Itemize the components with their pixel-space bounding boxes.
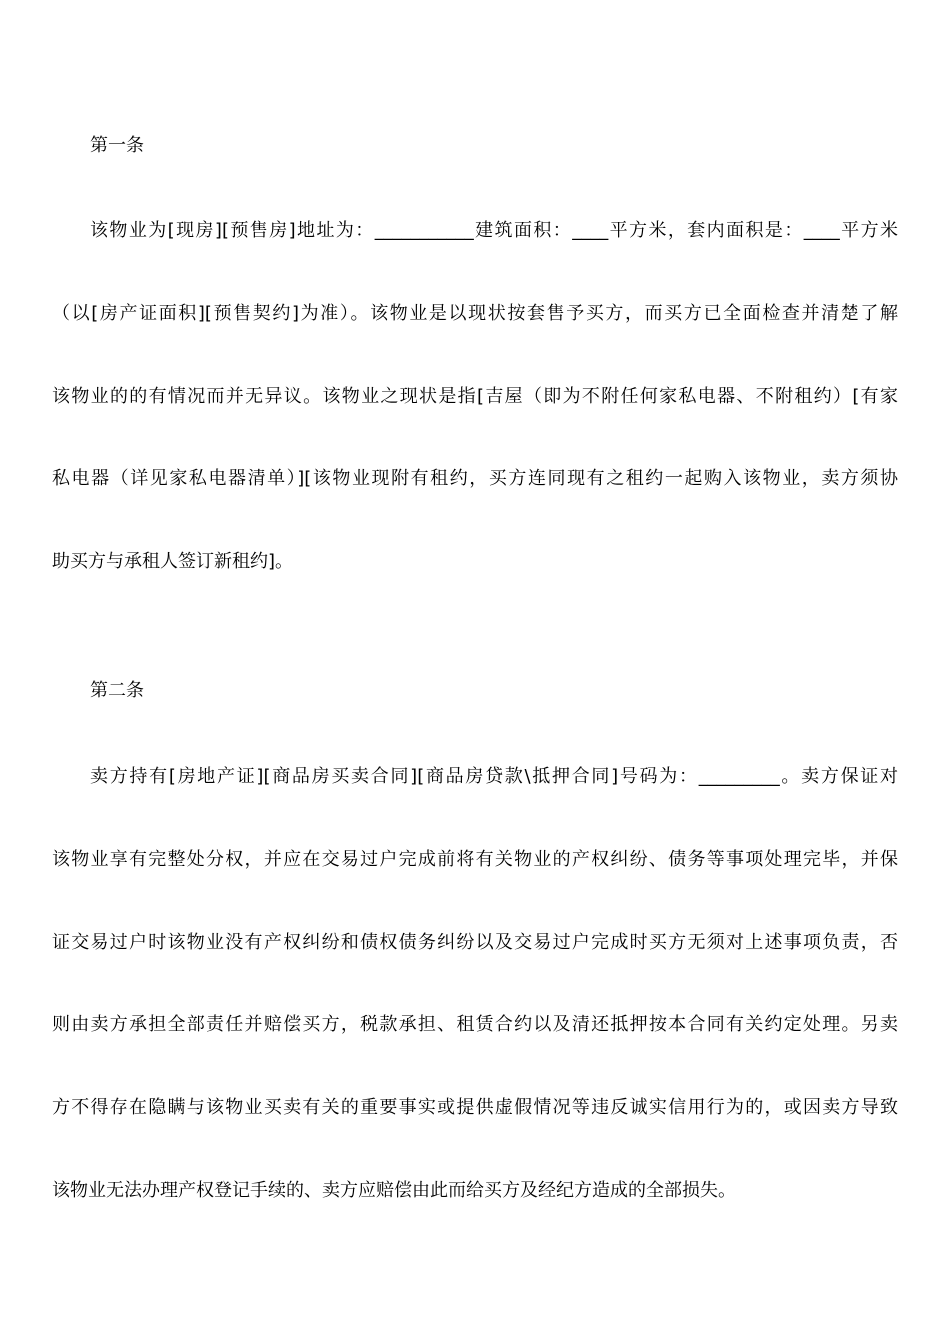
article-2-line: 则由卖方承担全部责任并赔偿买方，税款承担、租赁合约以及清还抵押按本合同有关约定处理。另卖 <box>52 1014 898 1035</box>
article-2-line: 证交易过户时该物业没有产权纠纷和债权债务纠纷以及交易过户完成时买方无须对上述事项负责，否 <box>52 932 898 953</box>
article-1-line: （以[房产证面积][预售契约]为准）。该物业是以现状按套售予买方，而买方已全面检查并清楚了解 <box>52 303 898 324</box>
article-2-line: 该物业无法办理产权登记手续的、卖方应赔偿由此而给买方及经纪方造成的全部损失。 <box>52 1180 736 1201</box>
article-2-line: 卖方持有[房地产证][商品房买卖合同][商品房贷款\抵押合同]号码为：_________。卖方保证对 <box>90 766 898 787</box>
article-2-line: 该物业享有完整处分权，并应在交易过户完成前将有关物业的产权纠纷、债务等事项处理完毕，并保 <box>52 849 898 870</box>
article-2-line: 方不得存在隐瞒与该物业买卖有关的重要事实或提供虚假情况等违反诚实信用行为的，或因卖方导致 <box>52 1097 898 1118</box>
article-1-line: 该物业的的有情况而并无异议。该物业之现状是指[吉屋（即为不附任何家私电器、不附租约）[有家 <box>52 386 898 407</box>
article-1-line: 私电器（详见家私电器清单）][该物业现附有租约，买方连同现有之租约一起购入该物业，卖方须协 <box>52 468 898 489</box>
article-2-heading: 第二条 <box>90 680 144 701</box>
article-1-heading: 第一条 <box>90 135 144 156</box>
article-1-line: 该物业为[现房][预售房]地址为：___________建筑面积：____平方米，套内面积是：____平方米 <box>90 220 898 241</box>
article-1-line: 助买方与承租人签订新租约]。 <box>52 551 294 572</box>
